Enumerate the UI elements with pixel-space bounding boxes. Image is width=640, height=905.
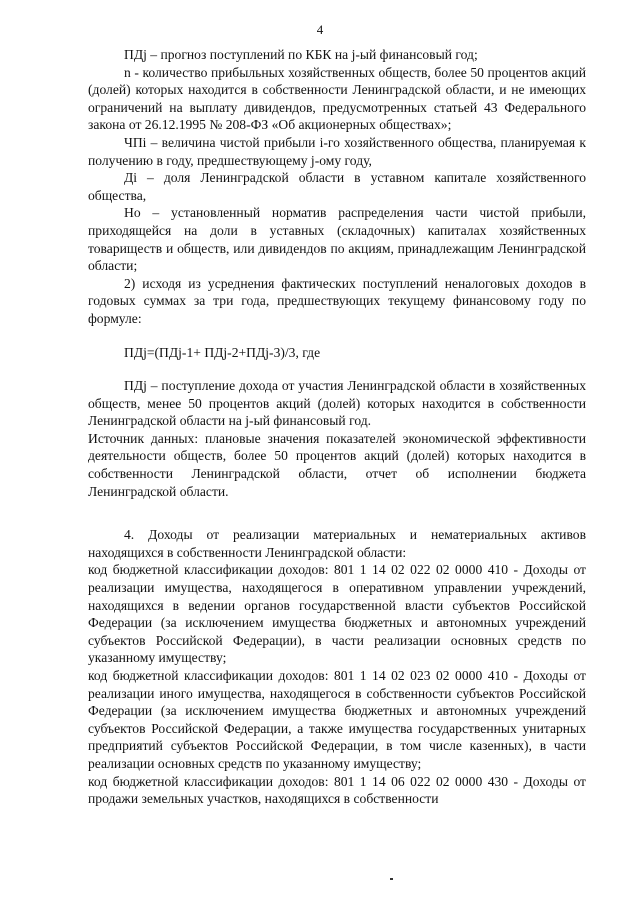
paragraph-kbk-410-a: код бюджетной классификации доходов: 801 1 14 02 022 02 0000 410 - Доходы от реализации имущества, находящегося в оперативном управлении учреждений, находящихся в ведении органов государственной власти субъектов Российской Федерации (за исключением имущества бюджетных и автономных учреждений субъектов Российской Федерации), в части реализации основных средств по указанному имуществу; (88, 562, 586, 666)
paragraph-method-2: 2) исходя из усреднения фактических поступлений неналоговых доходов в годовых суммах за три года, предшествующих текущему финансовому году по формуле: (88, 275, 586, 326)
paragraph-no-definition: Но – установленный норматив распределения части чистой прибыли, приходящейся на доли в уставных (складочных) капиталах хозяйственных товариществ и обществ, или дивидендов по акциям, принадлежащим Ленинградской области; (88, 205, 586, 274)
scan-mark (390, 878, 393, 880)
paragraph-kbk-410-b: код бюджетной классификации доходов: 801 1 14 02 023 02 0000 410 - Доходы от реализации иного имущества, находящегося в собственности субъектов Российской Федерации (за исключением имущества бюджетных и автономных учреждений субъектов Российской Федерации, а также имущества государственных унитарных предприятий субъектов Российской Федерации, в том числе казенных), в части реализации основных средств по указанному имуществу; (88, 668, 586, 771)
page-number: 4 (316, 22, 324, 37)
section-heading-4: 4. Доходы от реализации материальных и нематериальных активов находящихся в собственности Ленинградской области: (88, 527, 586, 560)
paragraph-pdj-income: ПДj – поступление дохода от участия Ленинградской области в хозяйственных обществ, менее 50 процентов акций (долей) которых находится в собственности Ленинградской области на j-ый финансовый год. (88, 378, 586, 429)
paragraph-kbk-430: код бюджетной классификации доходов: 801 1 14 06 022 02 0000 430 - Доходы от продажи земельных участков, находящихся в собственности (88, 773, 586, 807)
paragraph-data-source: Источник данных: плановые значения показателей экономической эффективности деятельности обществ, более 50 процентов акций (долей) которых находится в собственности Ленинградской области, отчет об исполнении бюджета Ленинградской области. (88, 430, 586, 499)
paragraph-chpi-definition: ЧПi – величина чистой прибыли i-го хозяйственного общества, планируемая к получению в году, предшествующему j-ому году, (88, 134, 586, 168)
paragraph-di-definition: Дi – доля Ленинградской области в уставном капитале хозяйственного общества, (88, 170, 586, 203)
formula: ПДj=(ПДj-1+ ПДj-2+ПДj-3)/3, где (124, 344, 321, 360)
paragraph-pdj-forecast: ПДj – прогноз поступлений по КБК на j-ый финансовый год; (124, 47, 478, 62)
document-body (88, 46, 586, 808)
paragraph-n-definition: n - количество прибыльных хозяйственных обществ, более 50 процентов акций (долей) которых находится в собственности Ленинградской области, и не имеющих ограничений на выплату дивидендов, предусмотренных статьей 43 Федерального закона от 26.12.1995 № 208-ФЗ «Об акционерных обществах»; (88, 64, 586, 133)
